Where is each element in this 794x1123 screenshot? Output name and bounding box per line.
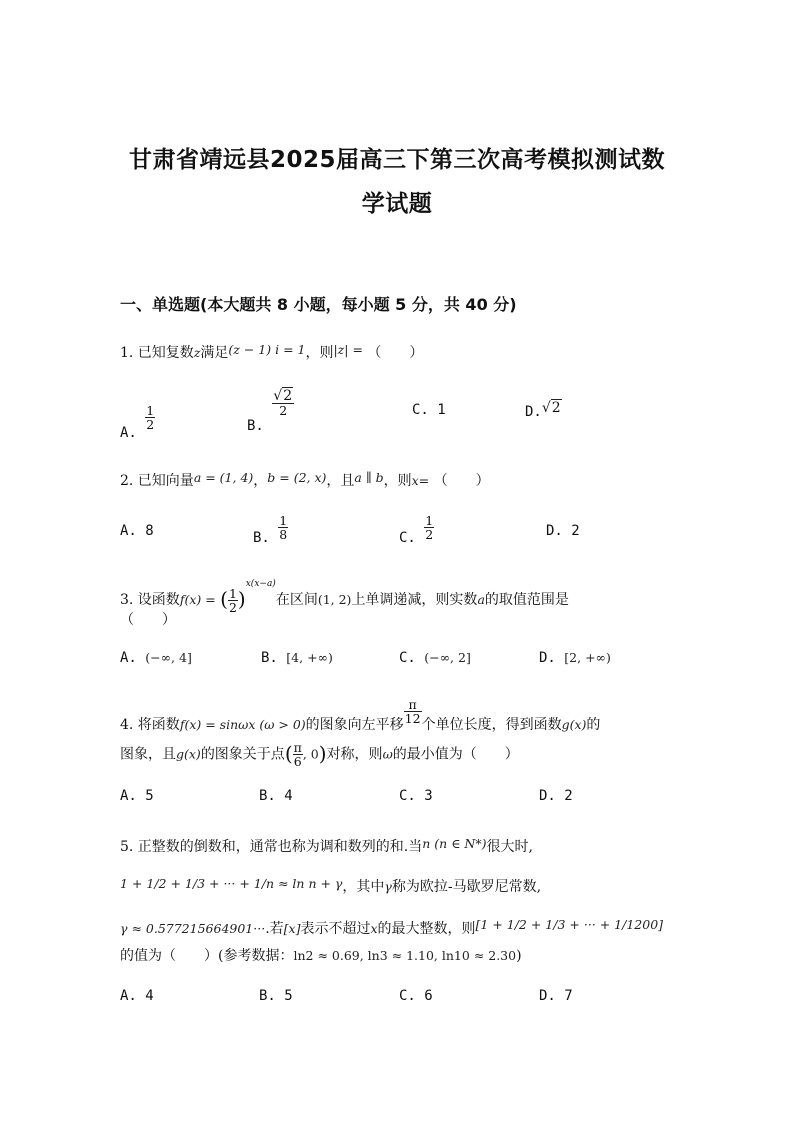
option-label: A. (120, 650, 137, 666)
q3-option-b[interactable] (261, 650, 333, 666)
q4-option-b[interactable]: B. 4 (259, 788, 293, 804)
q5-text: 称为欧拉-马歇罗尼常数, (391, 879, 542, 895)
q2-eq: = (418, 473, 430, 488)
q5-gamma-value: γ ≈ 0.577215664901··· (120, 921, 266, 936)
q3-option-a[interactable] (120, 650, 192, 666)
q2-c-fraction: $\frac{1}{2}$ (425, 513, 434, 542)
q1-b-fraction: $\frac{√2}{2}$ (273, 388, 293, 418)
q3-option-d[interactable] (539, 650, 611, 666)
q1-abs-z: |z| = (333, 342, 363, 357)
q4-text: 4. 将函数 (120, 717, 180, 733)
q5-text: 很大时, (486, 839, 533, 855)
question-1-stem (120, 340, 423, 363)
q5-option-a[interactable]: A. 4 (120, 988, 154, 1004)
q5-n-condition: n (n ∈ N*) (422, 836, 487, 851)
q4-text: 的 (586, 717, 601, 733)
q2-vector-b: b = (2, x) (267, 470, 327, 485)
option-value: [4, +∞) (286, 650, 333, 665)
q4-point-y: , 0 (302, 746, 319, 762)
question-5-line-4 (120, 946, 522, 966)
question-3-stem (120, 574, 569, 614)
q5-gamma: γ (384, 879, 392, 894)
q2-var-x: x (411, 473, 419, 488)
q5-text: .若 (265, 921, 284, 937)
q4-paren: ) (318, 741, 327, 766)
q3-exponent: x(x−a) (245, 579, 276, 589)
q3-blank: （ ） (120, 612, 176, 628)
q1-var-z: z (193, 345, 201, 360)
q5-text: ) (516, 948, 522, 964)
question-4-line-1 (120, 698, 600, 735)
q4-text: 的图象向左平移 (305, 717, 404, 733)
q5-floor-expression: [1 + 1/2 + 1/3 + ··· + 1/1200] (475, 917, 664, 932)
q2-parallel: a ∥ b (354, 470, 384, 485)
option-label: B. (261, 650, 278, 666)
option-label: B. (253, 529, 270, 546)
q3-function: f(x) = (179, 592, 216, 607)
q4-option-a[interactable]: A. 5 (120, 788, 154, 804)
q4-shift-fraction: $\frac{\pi}{12}$ (404, 697, 421, 726)
option-label: A. (120, 425, 137, 441)
q5-text: ，其中 (342, 879, 385, 895)
q1-option-b[interactable] (247, 388, 294, 434)
q2-text: 2. 已知向量 (120, 473, 194, 489)
q5-series: 1 + 1/2 + 1/3 + ··· + 1/n ≈ ln n + γ (120, 876, 343, 891)
option-label: D. (539, 650, 556, 666)
q4-g: g(x) (176, 746, 201, 762)
q3-text: 在区间 (275, 592, 318, 608)
q3-text: 3. 设函数 (120, 592, 180, 608)
q2-text: ， (253, 473, 268, 489)
q5-option-c[interactable]: C. 6 (399, 988, 433, 1004)
question-5-line-2 (120, 874, 541, 897)
option-label: B. (247, 417, 264, 434)
option-value: (−∞, 2] (424, 650, 471, 665)
q1-d-sqrt: √2 (541, 400, 561, 416)
question-5-line-1 (120, 834, 533, 857)
option-label: D. (525, 404, 542, 420)
q3-text: 上单调递减，则实数 (351, 592, 478, 608)
option-value: (−∞, 4] (145, 650, 192, 665)
option-value: [2, +∞) (564, 650, 611, 665)
question-5-line-3 (120, 915, 663, 939)
q4-option-d[interactable]: D. 2 (539, 788, 573, 804)
q3-paren: ) (237, 587, 246, 611)
q1-option-a[interactable] (120, 404, 155, 441)
q4-omega: ω (382, 746, 393, 762)
q5-option-b[interactable]: B. 5 (259, 988, 293, 1004)
q4-text: 的最小值为（ ） (392, 746, 519, 763)
q1-text: ，则 (305, 345, 334, 361)
q2-b-fraction: $\frac{1}{8}$ (279, 513, 288, 542)
option-label: C. (399, 650, 416, 666)
q3-var-a: a (477, 592, 485, 607)
q2-option-a[interactable]: A. 8 (120, 523, 154, 539)
q4-paren: ( (284, 741, 293, 766)
q4-function: f(x) = sinωx (ω > 0) (179, 717, 306, 732)
q4-text: 图象，且 (120, 746, 176, 763)
q4-text: 的图象关于点 (200, 746, 285, 763)
q3-text: 的取值范围是 (484, 592, 569, 608)
q4-text: 对称，则 (326, 746, 383, 763)
q1-text: 满足 (200, 345, 229, 361)
q1-blank: （ ） (367, 345, 424, 361)
q1-a-fraction: $\frac{1}{2}$ (146, 403, 155, 432)
q2-blank: （ ） (433, 473, 490, 489)
question-4-line-2 (120, 741, 519, 768)
q3-paren: ( (220, 587, 228, 611)
q5-floor-x: [x] (283, 921, 301, 936)
q3-interval: (1, 2) (317, 592, 352, 607)
q5-var-x: x (370, 921, 378, 936)
q5-text: 5. 正整数的倒数和，通常也称为调和数列的和.当 (120, 839, 423, 855)
q5-option-d[interactable]: D. 7 (539, 988, 573, 1004)
q2-option-c[interactable] (399, 513, 434, 546)
q1-option-c[interactable]: C. 1 (412, 402, 446, 418)
q4-g: g(x) (561, 717, 587, 732)
q4-point-fraction: $\frac{\pi}{6}$ (293, 740, 302, 769)
page-title (60, 138, 734, 226)
q1-condition: (z − 1) i = 1 (228, 342, 306, 357)
option-label: C. (399, 529, 416, 546)
section-heading: 一、单选题(本大题共 8 小题，每小题 5 分，共 40 分) (120, 295, 517, 314)
q4-option-c[interactable]: C. 3 (399, 788, 433, 804)
q4-text: 个单位长度，得到函数 (421, 717, 562, 733)
q5-text: 的值为（ ）(参考数据： (120, 948, 294, 964)
title-line-1: 甘肃省靖远县2025届高三下第三次高考模拟测试数 (128, 147, 665, 173)
q2-vector-a: a = (1, 4) (193, 470, 254, 485)
q2-option-b[interactable] (253, 513, 288, 546)
q1-option-d[interactable] (525, 400, 562, 420)
question-2-stem (120, 468, 490, 491)
q3-base-fraction: $\frac{1}{2}$ (228, 585, 237, 615)
q5-text: 的最大整数，则 (377, 921, 476, 937)
q2-text: ，则 (383, 473, 412, 489)
q2-text: ，且 (326, 473, 355, 489)
q5-reference-data: ln2 ≈ 0.69, ln3 ≈ 1.10, ln10 ≈ 2.30 (293, 948, 517, 963)
q2-option-d[interactable]: D. 2 (546, 523, 580, 539)
q5-text: 表示不超过 (300, 921, 371, 937)
q1-text: 1. 已知复数 (120, 345, 194, 361)
title-line-2: 学试题 (361, 191, 433, 217)
q3-option-c[interactable] (399, 650, 471, 666)
